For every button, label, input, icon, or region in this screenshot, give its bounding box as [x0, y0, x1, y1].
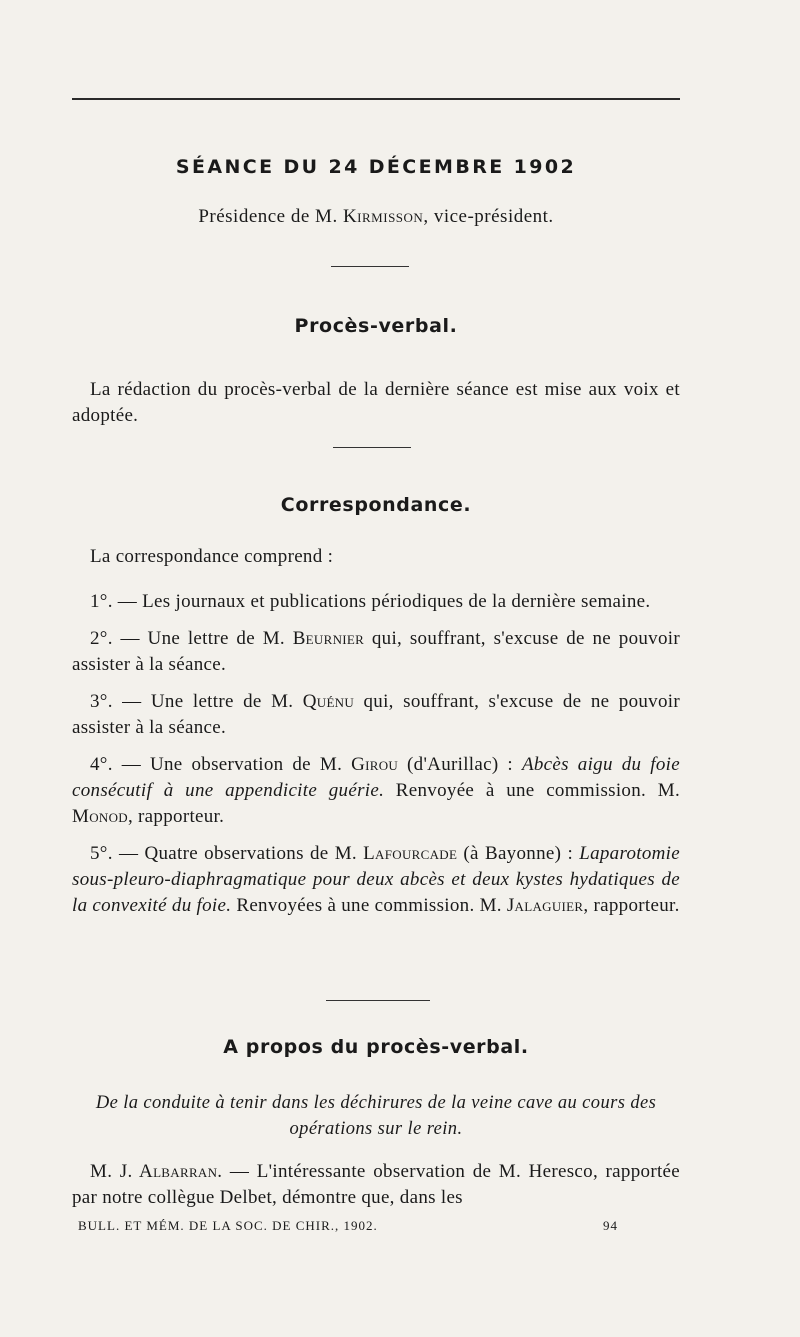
- correspondance-heading: Correspondance.: [280, 494, 472, 516]
- item-number: 5°. —: [90, 843, 145, 864]
- item-number: 3°. —: [90, 691, 151, 712]
- correspondance-item-3: [72, 689, 680, 741]
- rapporteur-name: Monod: [72, 806, 128, 827]
- footer-journal: BULL. ET MÉM. DE LA SOC. DE CHIR., 1902.: [78, 1218, 378, 1233]
- president-name: Kirmisson: [342, 206, 424, 227]
- correspondance-item-4: [72, 752, 680, 830]
- observation-title: Abcès aigu du foie consécutif à une appendicite guérie.: [72, 754, 680, 801]
- item-text: Renvoyées à une commission. M.: [231, 895, 507, 916]
- item-text: , rapporteur.: [127, 806, 225, 827]
- item-text: qui, souffrant, s'excuse de ne pouvoir assister à la séance.: [72, 691, 680, 738]
- a-propos-subtitle: De la conduite à tenir dans les déchirures de la veine cave au cours des opérations sur le rein.: [95, 1093, 657, 1139]
- item-text: qui, souffrant, s'excuse de ne pouvoir assister à la séance.: [72, 628, 680, 675]
- proces-verbal-text: La rédaction du procès-verbal de la dernière séance est mise aux voix et adoptée.: [72, 379, 680, 426]
- correspondance-item-2: [72, 626, 680, 678]
- item-text: (d'Aurillac) :: [398, 754, 522, 775]
- rapporteur-name: Jalaguier: [506, 895, 584, 916]
- presidence-prefix: Présidence de M.: [198, 206, 338, 227]
- section-divider: [331, 266, 409, 267]
- observation-title: Laparotomie sous-pleuro-diaphragmatique pour deux abcès et deux kystes hydatiques de la convexité du foie.: [72, 843, 680, 916]
- section-divider: [333, 447, 411, 448]
- item-text: Les journaux et publications périodiques de la dernière semaine.: [142, 591, 651, 612]
- correspondance-body: [72, 544, 680, 919]
- person-name: Beurnier: [292, 628, 365, 649]
- author-name: M. J. Albarran.: [90, 1161, 223, 1182]
- correspondance-intro: La correspondance comprend :: [90, 546, 334, 567]
- item-text: Quatre observations de M.: [144, 843, 364, 864]
- a-propos-paragraph: [72, 1159, 680, 1211]
- item-text: (à Bayonne) :: [457, 843, 580, 864]
- proces-verbal-heading: Procès-verbal.: [294, 315, 458, 337]
- a-propos-text: — L'intéressante observation de M. Heresco, rapportée par notre collègue Delbet, démontre que, dans les: [72, 1161, 680, 1208]
- item-number: 2°. —: [90, 628, 148, 649]
- a-propos-body: [72, 1159, 680, 1211]
- top-rule: [72, 98, 680, 100]
- section-divider: [326, 1000, 430, 1001]
- page-footer: [78, 1218, 618, 1234]
- a-propos-heading: A propos du procès-verbal.: [223, 1036, 529, 1058]
- page-number: 94: [603, 1218, 618, 1233]
- item-text: Une lettre de M.: [147, 628, 293, 649]
- person-name: Lafourcade: [363, 843, 458, 864]
- correspondance-item-5: [72, 841, 680, 919]
- item-text: Une lettre de M.: [150, 691, 303, 712]
- item-number: 1°. —: [90, 591, 143, 612]
- person-name: Quénu: [302, 691, 355, 712]
- item-text: Une observation de M.: [149, 754, 352, 775]
- seance-title: SÉANCE DU 24 DÉCEMBRE 1902: [175, 156, 577, 178]
- presidence-line: [72, 206, 680, 228]
- a-propos-subtitle-block: [72, 1090, 680, 1142]
- correspondance-item-1: [72, 589, 680, 615]
- item-number: 4°. —: [90, 754, 150, 775]
- person-name: Girou: [351, 754, 399, 775]
- proces-verbal-paragraph: [72, 377, 680, 429]
- item-text: , rapporteur.: [583, 895, 680, 916]
- presidence-suffix: , vice-président.: [423, 206, 554, 227]
- item-text: Renvoyée à une commission. M.: [384, 780, 680, 801]
